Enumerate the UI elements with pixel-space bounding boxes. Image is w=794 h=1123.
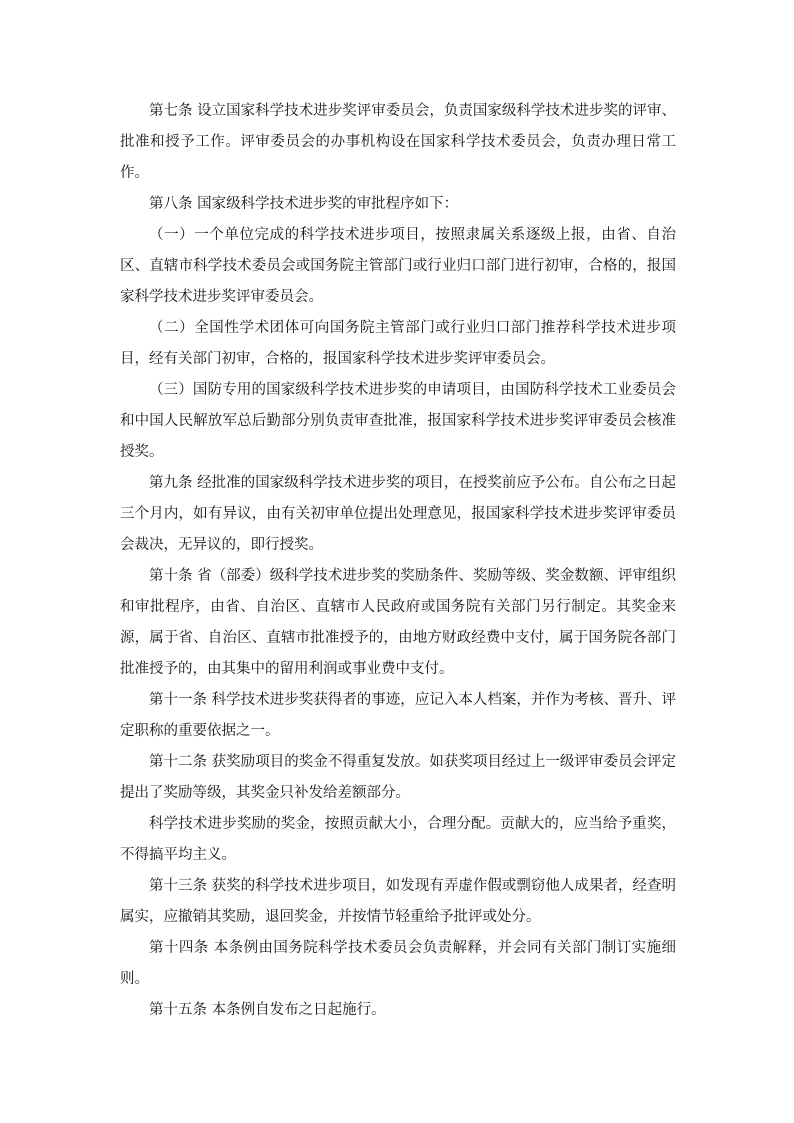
article-11: 第十一条 科学技术进步奖获得者的事迹，应记入本人档案，并作为考核、晋升、评定职称的重要依据之一。 [120, 692, 676, 739]
article-10: 第十条 省（部委）级科学技术进步奖的奖励条件、奖励等级、奖金数额、评审组织和审批程序，由省、自治区、直辖市人民政府或国务院有关部门另行制定。其奖金来源，属于省、自治区、直辖市批准授予的，由地方财政经费中支付，属于国务院各部门批准授予的，由其集中的留用利润或事业费中支付。 [120, 568, 676, 677]
article-13: 第十三条 获奖的科学技术进步项目，如发现有弄虚作假或剽窃他人成果者，经查明属实，应撤销其奖励，退回奖金，并按情节轻重给予批评或处分。 [120, 878, 676, 925]
article-9: 第九条 经批准的国家级科学技术进步奖的项目，在授奖前应予公布。自公布之日起三个月内，如有异议，由有关初审单位提出处理意见，报国家科学技术进步奖评审委员会裁决，无异议的，即行授奖。 [120, 475, 676, 553]
document-body [120, 96, 676, 1026]
article-14: 第十四条 本条例由国务院科学技术委员会负责解释，并会同有关部门制订实施细则。 [120, 940, 676, 987]
article-8-item-1: （一）一个单位完成的科学技术进步项目，按照隶属关系逐级上报，由省、自治区、直辖市科学技术委员会或国务院主管部门或行业归口部门进行初审，合格的，报国家科学技术进步奖评审委员会。 [120, 227, 676, 305]
article-7: 第七条 设立国家科学技术进步奖评审委员会，负责国家级科学技术进步奖的评审、批准和授予工作。评审委员会的办事机构设在国家科学技术委员会，负责办理日常工作。 [120, 103, 676, 181]
article-12-supplement: 科学技术进步奖励的奖金，按照贡献大小，合理分配。贡献大的，应当给予重奖，不得搞平均主义。 [120, 816, 676, 863]
article-15: 第十五条 本条例自发布之日起施行。 [149, 1002, 386, 1018]
article-8-item-3: （三）国防专用的国家级科学技术进步奖的申请项目，由国防科学技术工业委员会和中国人民解放军总后勤部分别负责审查批准，报国家科学技术进步奖评审委员会核准授奖。 [120, 382, 676, 460]
article-8: 第八条 国家级科学技术进步奖的审批程序如下： [149, 196, 459, 212]
article-8-item-2: （二）全国性学术团体可向国务院主管部门或行业归口部门推荐科学技术进步项目，经有关部门初审，合格的，报国家科学技术进步奖评审委员会。 [120, 320, 676, 367]
article-12: 第十二条 获奖励项目的奖金不得重复发放。如获奖项目经过上一级评审委员会评定提出了奖励等级，其奖金只补发给差额部分。 [120, 754, 676, 801]
